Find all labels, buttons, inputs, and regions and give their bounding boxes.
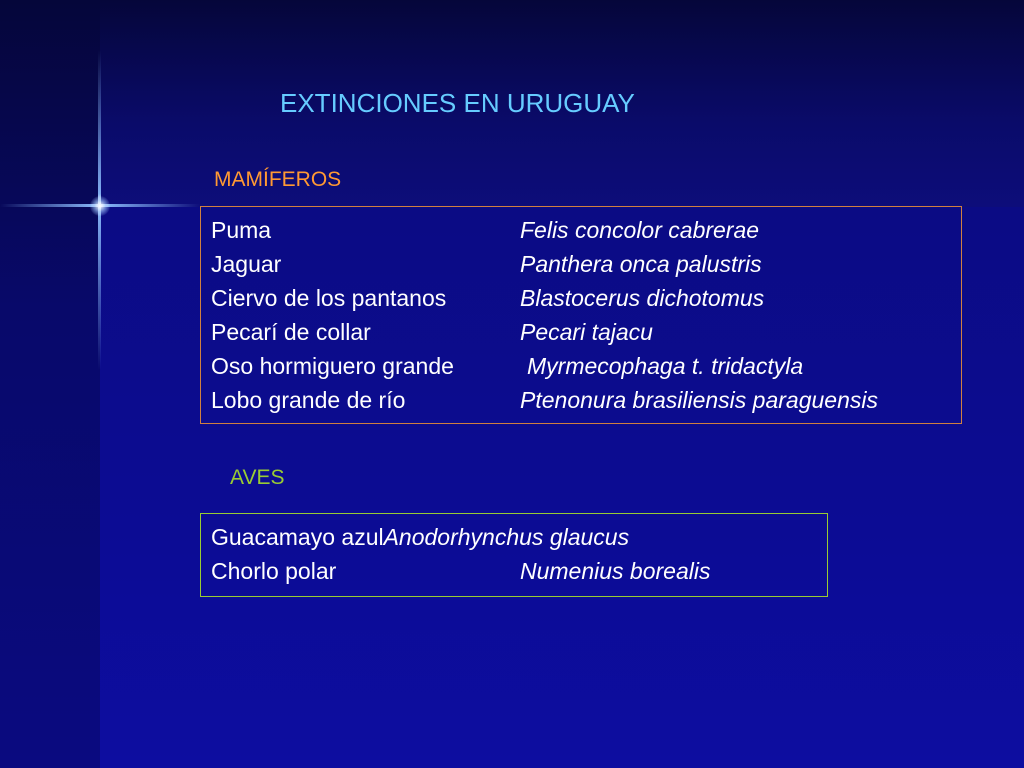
scientific-name: Panthera onca palustris [520, 251, 762, 277]
slide-title: EXTINCIONES EN URUGUAY [280, 88, 635, 118]
common-name: Ciervo de los pantanos [211, 285, 447, 311]
scientific-name: Blastocerus dichotomus [520, 285, 765, 311]
scientific-name: Ptenonura brasiliensis paraguensis [520, 387, 878, 413]
common-name: Jaguar [211, 251, 282, 277]
mamiferos-table [200, 206, 962, 424]
scientific-name: Anodorhynchus glaucus [383, 524, 630, 550]
section-label-mamiferos: MAMÍFEROS [214, 168, 342, 191]
star-glow-icon [90, 196, 110, 216]
table-row [211, 554, 817, 588]
common-name: Guacamayo azul [211, 524, 384, 550]
table-row [211, 213, 951, 247]
scientific-name: Numenius borealis [520, 558, 711, 584]
common-name: Chorlo polar [211, 558, 337, 584]
scientific-name: Felis concolor cabrerae [520, 217, 760, 243]
common-name: Lobo grande de río [211, 387, 406, 413]
table-row [211, 520, 817, 554]
common-name: Oso hormiguero grande [211, 353, 454, 379]
common-name: Pecarí de collar [211, 319, 371, 345]
table-row [211, 281, 951, 315]
table-row [211, 349, 951, 383]
background-left-band [0, 0, 100, 768]
table-row [211, 247, 951, 281]
aves-table [200, 513, 828, 597]
scientific-name: Myrmecophaga t. tridactyla [527, 353, 804, 379]
section-label-aves: AVES [230, 466, 285, 489]
common-name: Puma [211, 217, 272, 243]
table-row [211, 383, 951, 417]
scientific-name: Pecari tajacu [520, 319, 653, 345]
table-row [211, 315, 951, 349]
